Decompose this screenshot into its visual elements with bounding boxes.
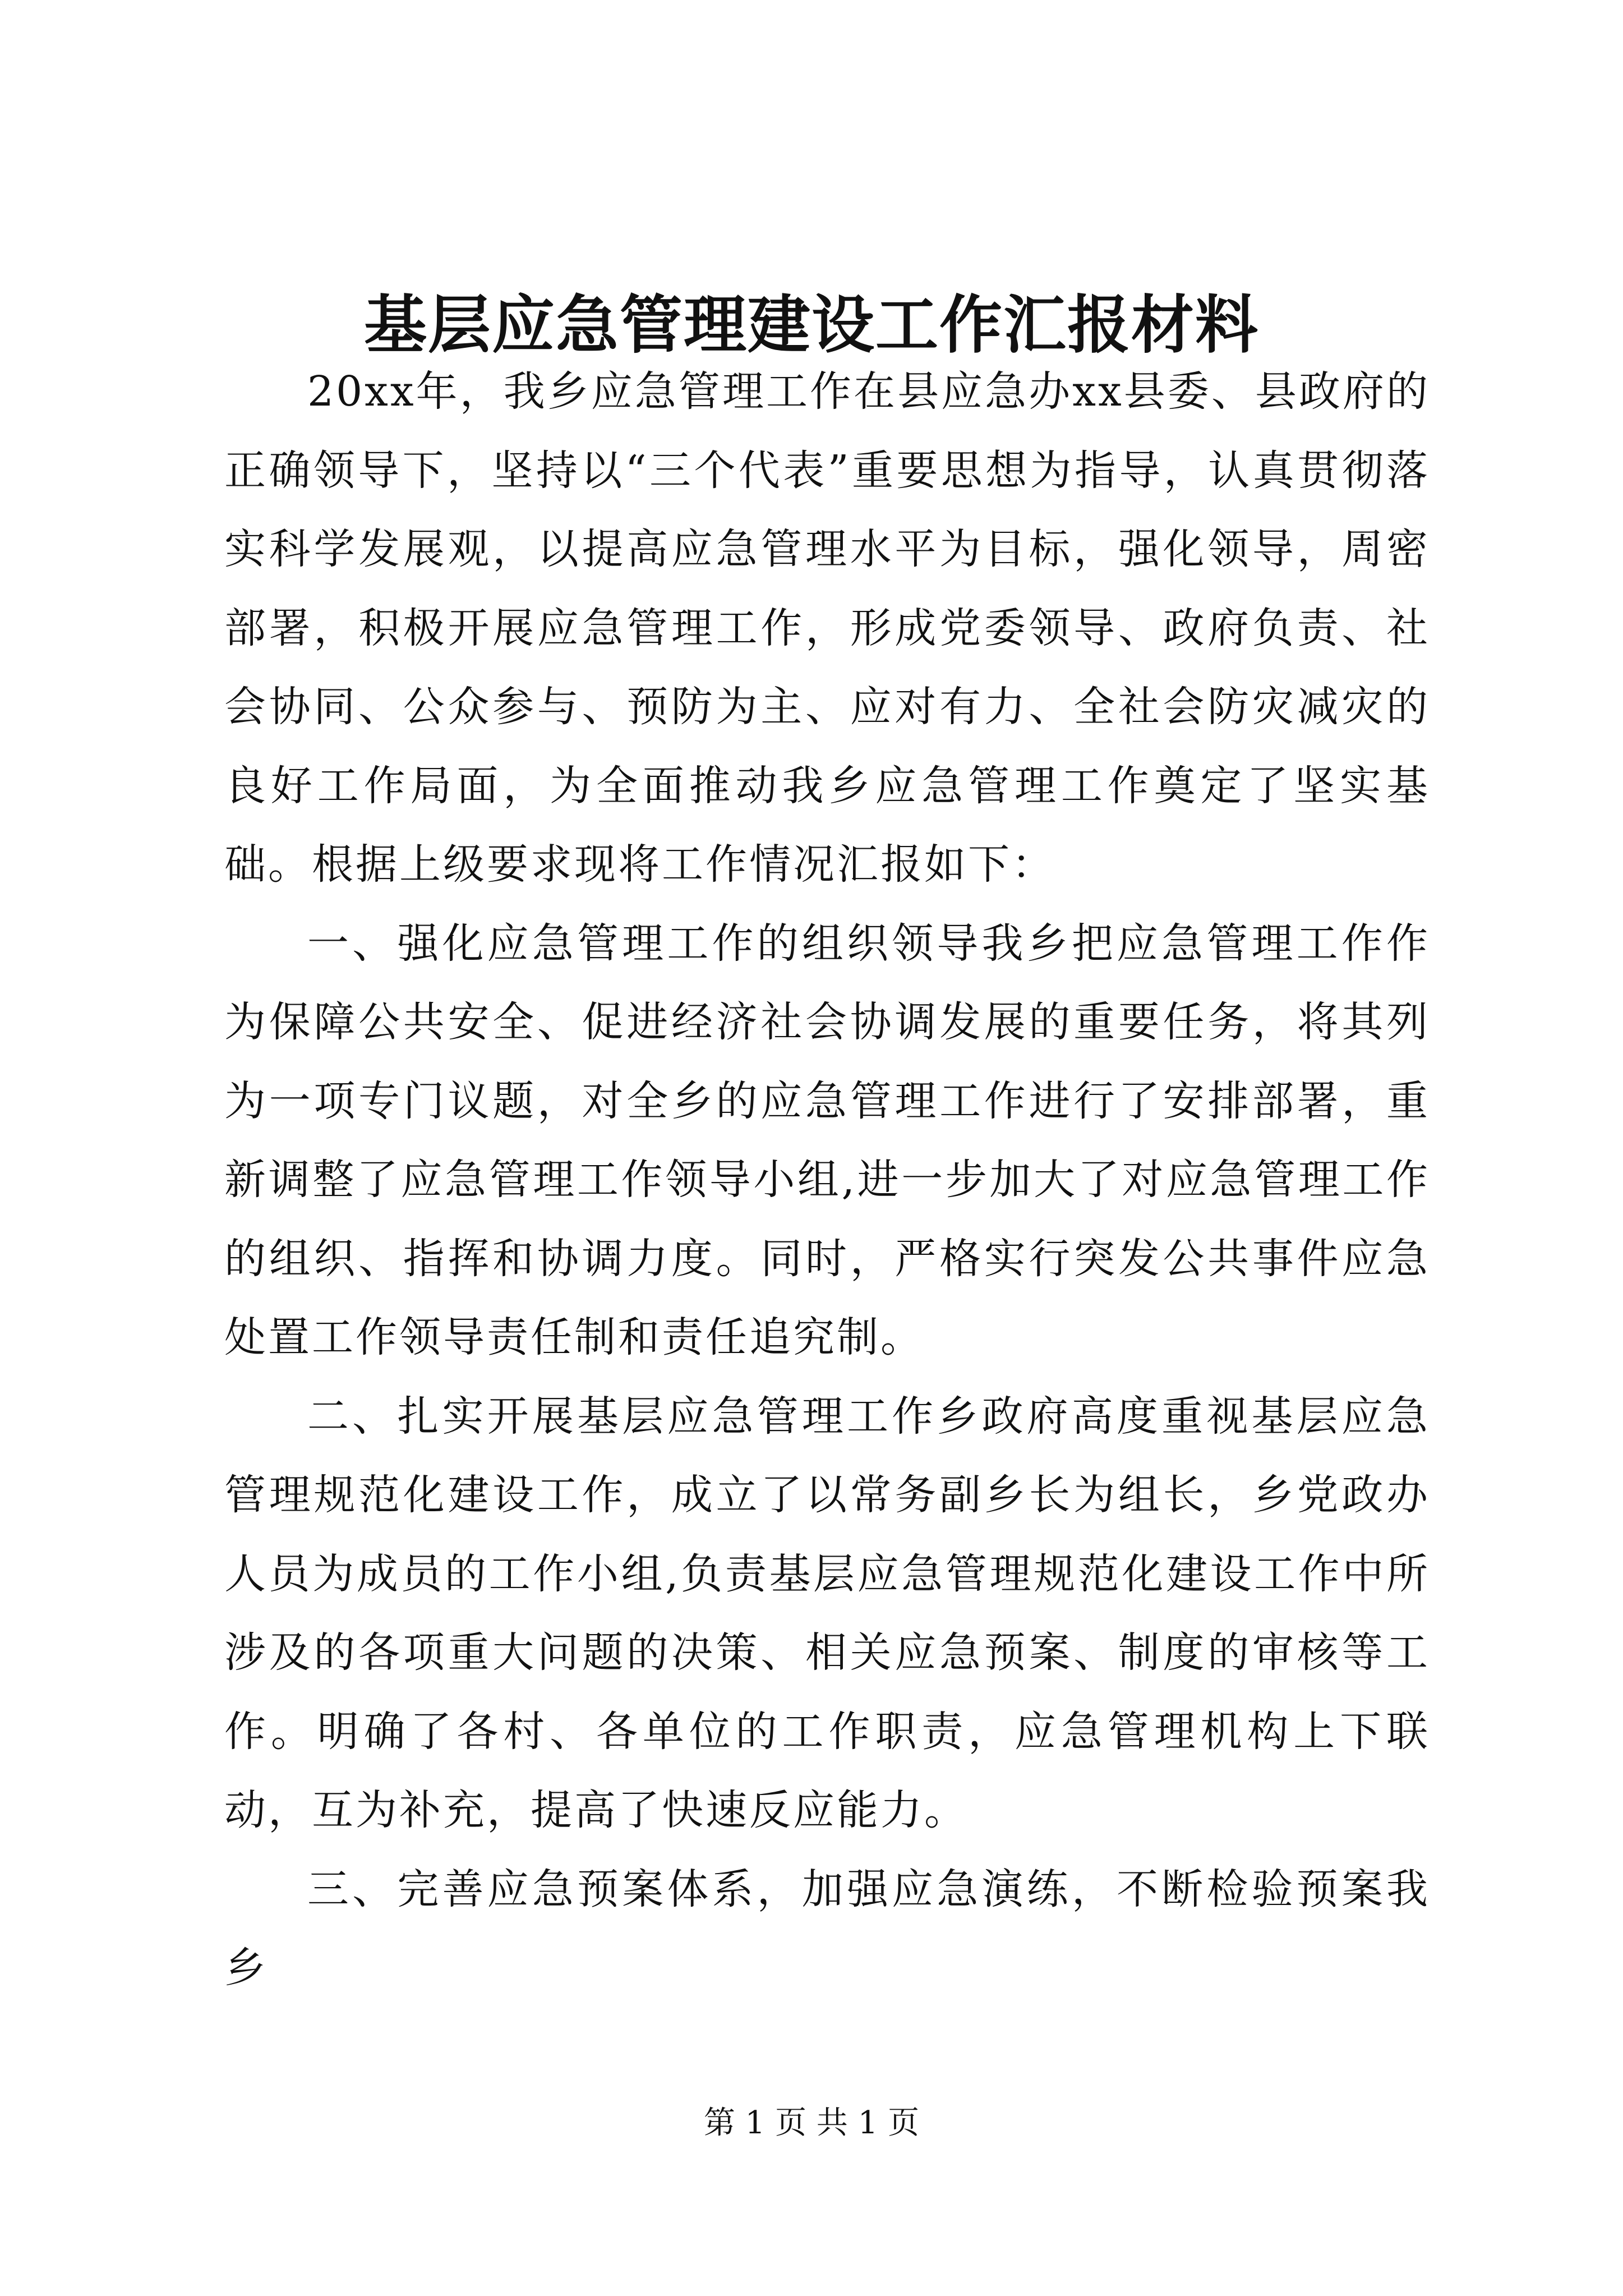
document-title: 基层应急管理建设工作汇报材料: [364, 288, 1259, 362]
paragraph-section-2: 二、扎实开展基层应急管理工作乡政府高度重视基层应急管理规范化建设工作，成立了以常务副乡长为组长，乡党政办人员为成员的工作小组,负责基层应急管理规范化建设工作中所涉及的各项重大问题的决策、相关应急预案、制度的审核等工作。明确了各村、各单位的工作职责，应急管理机构上下联动，互为补充，提高了快速反应能力。: [224, 1392, 1430, 1834]
paragraph-intro: 20xx年，我乡应急管理工作在县应急办xx县委、县政府的正确领导下，坚持以“三个代表”重要思想为指导，认真贯彻落实科学发展观，以提高应急管理水平为目标，强化领导，周密部署，积极开展应急管理工作，形成党委领导、政府负责、社会协同、公众参与、预防为主、应对有力、全社会防灾减灾的良好工作局面，为全面推动我乡应急管理工作奠定了坚实基础。根据上级要求现将工作情况汇报如下：: [224, 367, 1430, 889]
document-body: [224, 352, 1430, 2008]
page-number-footer: 第 1 页 共 1 页: [703, 2105, 920, 2141]
paragraph-section-1: 一、强化应急管理工作的组织领导我乡把应急管理工作作为保障公共安全、促进经济社会协调发展的重要任务，将其列为一项专门议题，对全乡的应急管理工作进行了安排部署，重新调整了应急管理工作领导小组,进一步加大了对应急管理工作的组织、指挥和协调力度。同时，严格实行突发公共事件应急处置工作领导责任制和责任追究制。: [224, 919, 1430, 1361]
paragraph-section-3: 三、完善应急预案体系，加强应急演练，不断检验预案我乡: [224, 1865, 1430, 1992]
